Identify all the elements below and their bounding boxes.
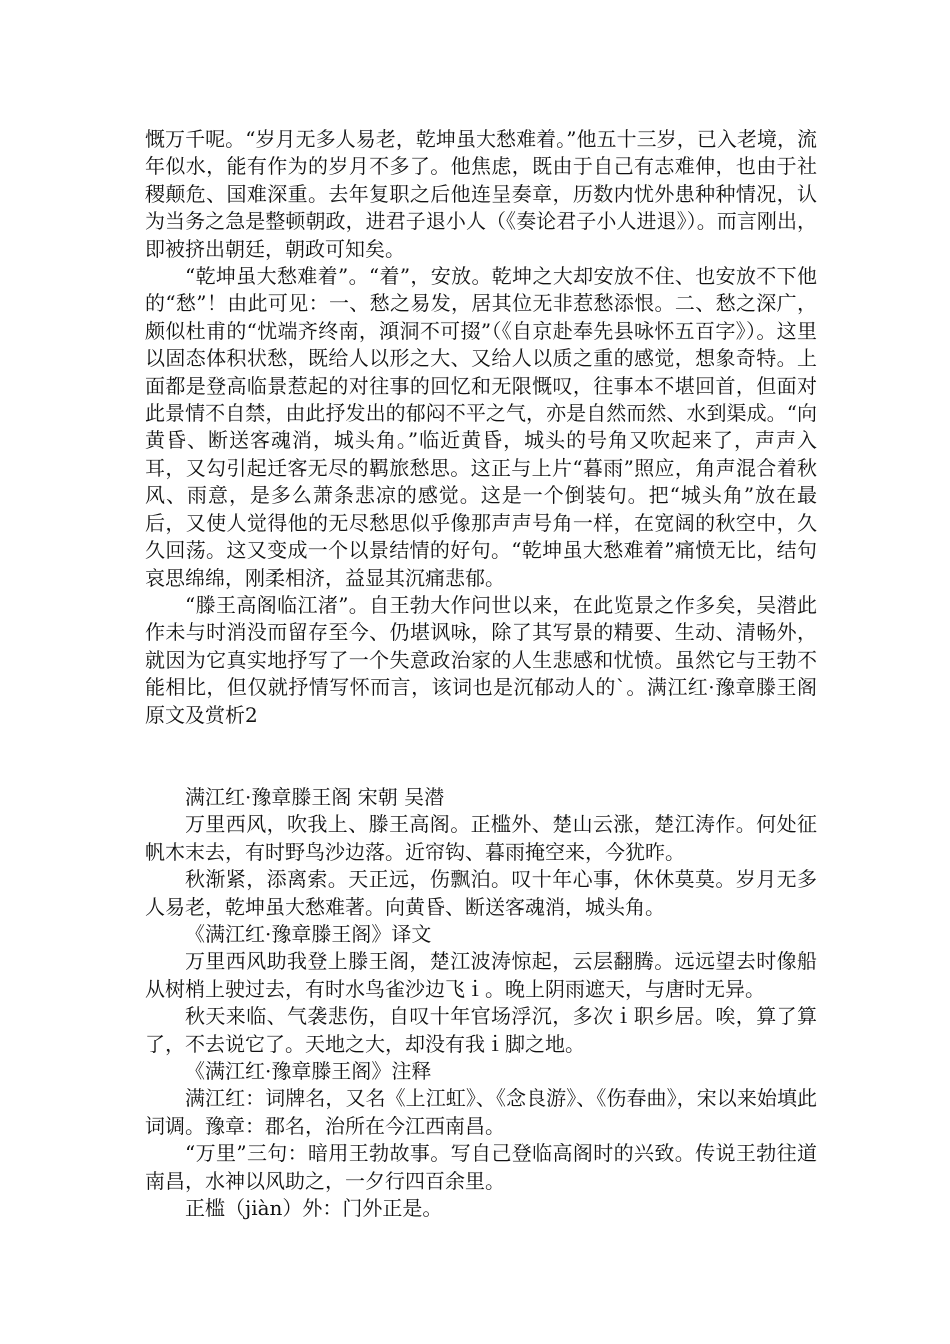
note-line-2: “万里”三句：暗用王勃故事。写自己登临高阁时的兴致。传说王勃往道南昌，水神以风助之，一夕行四百余里。 [145,1141,817,1193]
translation-line-2: 秋天来临、气袭悲伤，自叹十年官场浮沉，多次ｉ职乡居。唉，算了算了，不去说它了。天地之大，却没有我ｉ脚之地。 [145,1004,817,1056]
note-line-3: 正槛（jiàn）外：门外正是。 [185,1196,443,1221]
analysis-paragraph-2: “乾坤虽大愁难着”。“着”，安放。乾坤之大却安放不住、也安放不下他的“愁”！由此可见：一、愁之易发，居其位无非惹愁添恨。二、愁之深广，颇似杜甫的“忧端齐终南，澒洞不可掇”（《自京赴奉先县咏怀五百字》）。这里以固态体积状愁，既给人以形之大、又给人以质之重的感觉，想象奇特。上面都是登高临景惹起的对往事的回忆和无限慨叹，往事本不堪回首，但面对此景情不自禁，由此抒发出的郁闷不平之气，亦是自然而然、水到渠成。“向黄昏、断送客魂消，城头角。”临近黄昏，城头的号角又吹起来了，声声入耳，又勾引起迁客无尽的羁旅愁思。这正与上片“暮雨”照应，角声混合着秋风、雨意，是多么萧条悲凉的感觉。这是一个倒装句。把“城头角”放在最后，又使人觉得他的无尽愁思似乎像那声声号角一样，在宽阔的秋空中，久久回荡。这又变成一个以景结情的好句。“乾坤虽大愁难着”痛愤无比，结句哀思绵绵，刚柔相济，益显其沉痛悲郁。 [145,264,817,590]
analysis-paragraph-1: 慨万千呢。“岁月无多人易老，乾坤虽大愁难着。”他五十三岁，已入老境，流年似水，能有作为的岁月不多了。他焦虑，既由于自己有志难伸，也由于社稷颠危、国难深重。去年复职之后他连呈奏章，历数内忧外患种种情况，认为当务之急是整顿朝政，进君子退小人（《奏论君子小人进退》）。而言刚出，即被挤出朝廷，朝政可知矣。 [145,127,817,261]
document-page [145,126,817,1222]
translation-line-1: 万里西风助我登上滕王阁，楚江波涛惊起，云层翻腾。远远望去时像船从树梢上驶过去，有时水鸟雀沙边飞ｉ。晚上阴雨遮天，与唐时无异。 [145,949,817,1001]
poem-heading: 满江红·豫章滕王阁 宋朝 吴潜 [185,784,445,809]
poem-line-2: 秋渐紧，添离索。天正远，伤飘泊。叹十年心事，休休莫莫。岁月无多人易老，乾坤虽大愁难著。向黄昏、断送客魂消，城头角。 [145,867,817,919]
notes-heading: 《满江红·豫章滕王阁》注释 [185,1059,432,1083]
note-line-1: 满江红：词牌名，又名《上江虹》、《念良游》、《伤春曲》，宋以来始填此词调。豫章：郡名，治所在今江西南昌。 [145,1086,817,1138]
section-gap [145,729,817,784]
translation-heading: 《满江红·豫章滕王阁》译文 [185,921,432,946]
analysis-paragraph-3: “滕王高阁临江渚”。自王勃大作问世以来，在此览景之作多矣，吴潜此作未与时消没而留存至今、仍堪讽咏，除了其写景的精要、生动、清畅外，就因为它真实地抒写了一个失意政治家的人生悲感和忧愤。虽然它与王勃不能相比，但仅就抒情写怀而言，该词也是沉郁动人的`。满江红·豫章滕王阁原文及赏析2 [145,592,817,727]
poem-line-1: 万里西风，吹我上、滕王高阁。正槛外、楚山云涨，楚江涛作。何处征帆木末去，有时野鸟沙边落。近帘钩、暮雨掩空来，今犹昨。 [145,812,817,864]
